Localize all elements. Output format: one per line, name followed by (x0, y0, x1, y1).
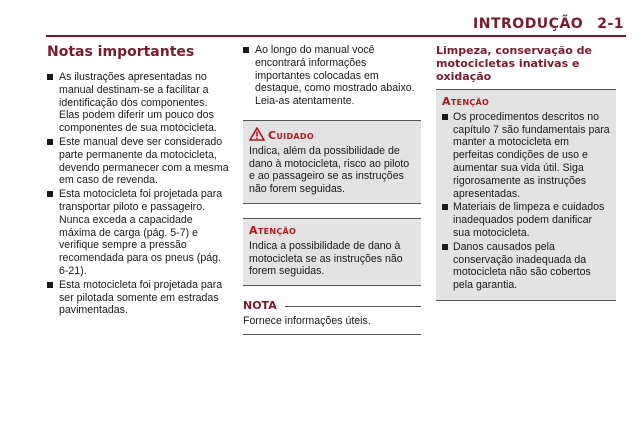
square-bullet-icon (442, 204, 448, 210)
square-bullet-icon (47, 191, 53, 197)
note-rule (285, 306, 421, 307)
list-item: Ao longo do manual você encontrará informações importantes colocadas em destaque, como mostrado abaixo. Leia-as atentamente. (243, 44, 421, 108)
cleaning-attention-title: Atenção (442, 95, 490, 108)
header-rule (46, 35, 626, 37)
list-item: Materiais de limpeza e cuidados inadequados podem danificar sua motocicleta. (442, 201, 610, 239)
cleaning-attention-box (436, 89, 616, 301)
note-title: NOTA (243, 300, 421, 313)
attention-title: Atenção (249, 223, 297, 237)
square-bullet-icon (47, 139, 53, 145)
column-highlight-legend (243, 44, 421, 335)
section-title-important-notes: Notas importantes (47, 44, 195, 60)
square-bullet-icon (47, 282, 53, 288)
page-number: 2-1 (597, 16, 624, 32)
attention-text: Indica a possibilidade de dano à motocicleta se as instruções não forem seguidas. (249, 239, 403, 278)
intro-list (243, 44, 421, 108)
list-item: Danos causados pela conservação inadequada da motocicleta não são cobertos pela garantia. (442, 241, 610, 292)
column-important-notes (47, 44, 230, 318)
warning-triangle-icon (249, 127, 265, 141)
square-bullet-icon (243, 47, 249, 53)
list-item: Este manual deve ser considerado parte permanente da motocicleta, devendo permanecer com a mesma em caso de revenda. (47, 136, 230, 187)
caution-text: Indica, além da possibilidade de dano à motocicleta, risco ao piloto e ao passageiro se as instruções não forem seguidas. (249, 144, 410, 196)
caution-title: Cuidado (249, 127, 415, 143)
list-item: Esta motocicleta foi projetada para transportar piloto e passageiro. Nunca exceda a capacidade máxima de carga (pág. 5-7) e verifique sempre a pressão recomendada para os pneus (pág. 6-21). (47, 188, 230, 278)
list-item: Esta motocicleta foi projetada para ser pilotada somente em estradas pavimentadas. (47, 279, 230, 317)
square-bullet-icon (47, 74, 53, 80)
note-text: Fornece informações úteis. (243, 313, 421, 335)
square-bullet-icon (442, 114, 448, 120)
section-title-cleaning: Limpeza, conservação de motocicletas inativas e oxidação (436, 44, 593, 83)
list-item: Os procedimentos descritos no capítulo 7 são fundamentais para manter a motocicleta em perfeitas condições de uso e aumentar sua vida útil. Siga rigorosamente as instruções apresentadas. (442, 111, 610, 201)
column-cleaning (436, 44, 616, 311)
important-notes-list (47, 71, 230, 317)
header-section: INTRODUÇÃO (473, 16, 584, 32)
cleaning-list (442, 111, 610, 292)
caution-box (243, 120, 421, 204)
square-bullet-icon (442, 244, 448, 250)
page-header (0, 0, 638, 38)
list-item: As ilustrações apresentadas no manual destinam-se a facilitar a identificação dos componentes. Elas podem diferir um pouco dos componentes de sua motocicleta. (47, 71, 230, 135)
attention-box (243, 218, 421, 286)
header-title (473, 16, 624, 32)
